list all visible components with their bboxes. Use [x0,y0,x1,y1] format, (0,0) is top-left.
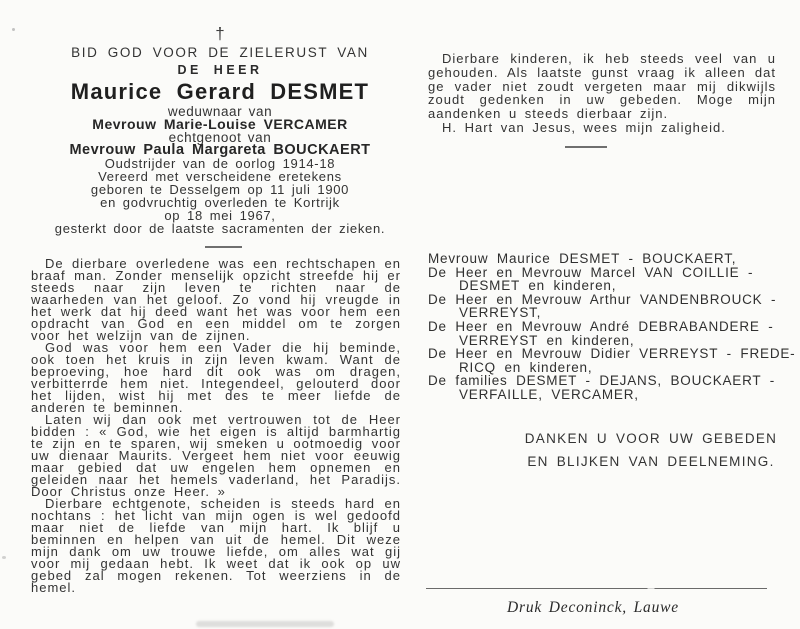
family-entry: De Heer en Mevrouw Didier VERREYST - FREDE- [428,346,796,362]
thanks-block [515,427,787,473]
family-entry: De Heer en Mevrouw André DEBRABANDERE - [428,318,774,334]
eulogy-text [31,258,401,594]
bio-line: op 18 mei 1967, [164,208,276,223]
eulogy-paragraph: God was voor hem een Vader die hij beminde, ook toen het kruis in zijn leven kwam. Want de beproeving, hoe hard dit ook was om dragen, verbitterrde hem niet. Integendeel, gelouterd door het lijden, wist hij met des te meer liefde de anderen te beminnen. [31,340,401,415]
family-entry-continuation: RICQ en kinderen, [459,359,593,375]
farewell-children-paragraph: Dierbare kinderen, ik heb steeds veel van u gehouden. Als laatste gunst vraag ik alleen dat ge vader niet zoudt vergeten maar mij dikwijls zoudt gedenken in uw gebeden. Moge mijn aandenken u steeds dierbaar zijn. [428,51,776,122]
prayer-paragraph: Laten wij dan ook met vertrouwen tot de Heer bidden : « God, wie het eigen is altijd barmhartig te zijn en te sparen, wij smeken u ootmoedig voor uw dienaar Maurits. Vergeet hem niet voor eeuwig maar gebied dat uw engelen hem opnemen en geleiden naar het hemels vaderland, het Paradijs. Door Christus onze Heer. » [31,412,401,499]
second-spouse-name: Mevrouw Paula Margareta BOUCKAERT [69,142,371,158]
footer-rule [426,588,767,589]
thanks-line: DANKEN U VOOR UW GEBEDEN [524,431,778,446]
first-spouse-name: Mevrouw Marie-Louise VERCAMER [92,116,348,132]
deceased-name: Maurice Gerard DESMET [70,79,370,104]
family-entry: Mevrouw Maurice DESMET - BOUCKAERT, [428,251,737,266]
invocation-line: BID GOD VOOR DE ZIELERUST VAN [71,45,369,60]
bio-line: en godvruchtig overleden te Kortrijk [100,195,340,210]
family-entry: De families DESMET - DEJANS, BOUCKAERT - [428,373,776,389]
family-entry: De Heer en Mevrouw Arthur VANDENBROUCK - [428,291,777,307]
title-line: DE HEER [177,63,263,77]
biography-block [30,157,410,235]
scan-speck [12,28,15,31]
thanks-line: EN BLIJKEN VAN DEELNEMING. [527,454,775,469]
farewell-wife-paragraph: Dierbare echtgenote, scheiden is steeds hard en nochtans : het licht van mijn ogen is wel gedoofd maar niet de liefde van mijn hart. Ik blijf u beminnen en helpen van uit de hemel. Dit weze mijn dank om uw trouwe liefde, om alles wat gij voor mij gedaan hebt. Ik weet dat ik ook op uw gebed zal mogen rekenen. Tot weerziens in de hemel. [31,496,401,595]
scan-speck [2,556,6,559]
eulogy-paragraph: De dierbare overledene was een rechtschapen en braaf man. Zonder menselijk opzicht streefde hij er steeds naar zijn leven te richten naar de waarheden van het geloof. Zo vond hij vreugde in het werk dat hij deed want het was voor hem een opdracht van God en een middel om te zorgen voor het welzijn van de zijnen. [31,256,401,343]
bio-line: geboren te Desselgem op 11 juli 1900 [90,182,350,197]
printer-credit: Druk Deconinck, Lauwe [507,599,679,616]
family-entry-continuation: DESMET en kinderen, [459,278,617,294]
cross-icon: † [215,24,225,43]
family-entry-continuation: VERREYST en kinderen, [459,332,635,348]
relation-widower: weduwnaar van [167,104,273,119]
bio-line: Vereerd met verscheidene eretekens [98,169,342,184]
relation-spouse: echtgenoot van [168,130,272,145]
family-entry-continuation: VERREYST, [459,305,542,321]
family-entry: De Heer en Mevrouw Marcel VAN COILLIE - [428,264,754,280]
section-divider [205,246,242,248]
section-divider [565,146,607,148]
family-entry-continuation: VERFAILLE, VERCAMER, [459,386,639,402]
bio-line: Oudstrijder van de oorlog 1914-18 [104,156,336,171]
scan-smudge [196,621,334,627]
invocation-sacred-heart: H. Hart van Jesus, wees mijn zaligheid. [442,119,726,135]
bio-line: gesterkt door de laatste sacramenten der zieken. [54,221,386,236]
farewell-children-text [428,52,776,135]
family-list [428,251,796,402]
